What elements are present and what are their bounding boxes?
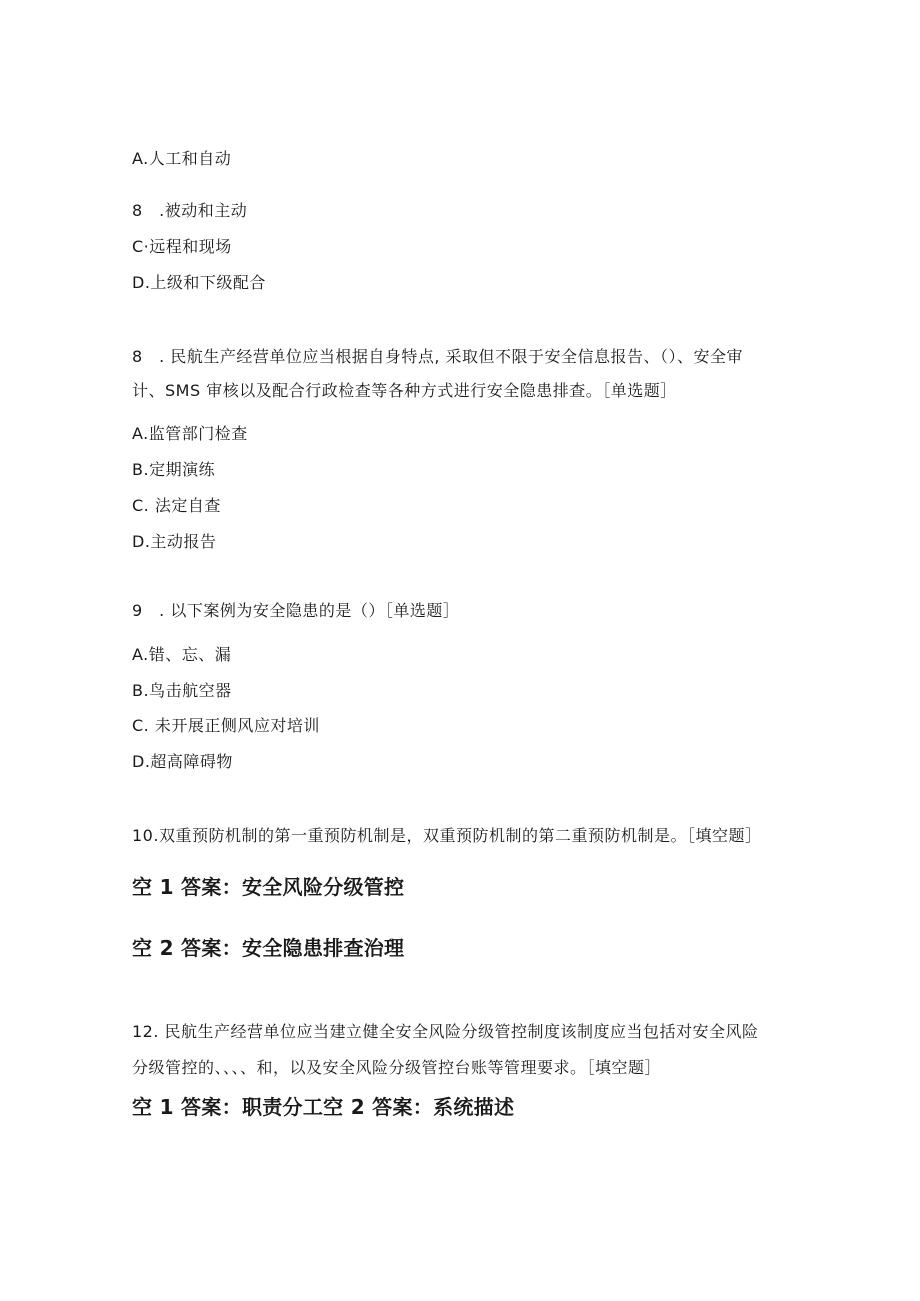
q9-stem: 9 . 以下案例为安全隐患的是（）［单选题］ [132, 601, 460, 620]
q9-option-b: B.鸟击航空器 [132, 681, 232, 700]
q12-stem-line2: 分级管控的、、、、和，以及安全风险分级管控台账等管理要求。［填空题］ [132, 1058, 662, 1077]
q8-option-c: C. 法定自查 [132, 496, 221, 515]
q7-option-d: D.上级和下级配合 [132, 273, 266, 292]
q8-stem-line1: 8 . 民航生产经营单位应当根据自身特点, 采取但不限于安全信息报告、（）、安全审 [132, 347, 744, 366]
q8-option-b: B.定期演练 [132, 460, 216, 479]
q7-option-c: C·远程和现场 [132, 237, 232, 256]
q10-answer-2: 空 2 答案：安全隐患排查治理 [132, 936, 405, 960]
q9-option-c: C. 未开展正侧风应对培训 [132, 716, 320, 735]
q7-option-b: 8 .被动和主动 [132, 201, 248, 220]
q7-option-a: A.人工和自动 [132, 149, 232, 168]
q8-option-d: D.主动报告 [132, 532, 217, 551]
q8-stem-line2: 计、SMS 审核以及配合行政检查等各种方式进行安全隐患排查。［单选题］ [132, 381, 677, 400]
q9-option-a: A.错、忘、漏 [132, 645, 232, 664]
q9-option-d: D.超高障碍物 [132, 752, 233, 771]
q10-stem: 10.双重预防机制的第一重预防机制是，双重预防机制的第二重预防机制是。［填空题］ [132, 826, 762, 845]
q10-answer-1: 空 1 答案：安全风险分级管控 [132, 875, 405, 899]
q12-answer: 空 1 答案：职责分工空 2 答案：系统描述 [132, 1095, 515, 1119]
q8-option-a: A.监管部门检查 [132, 424, 248, 443]
q12-stem-line1: 12. 民航生产经营单位应当建立健全安全风险分级管控制度该制度应当包括对安全风险 [132, 1022, 759, 1041]
